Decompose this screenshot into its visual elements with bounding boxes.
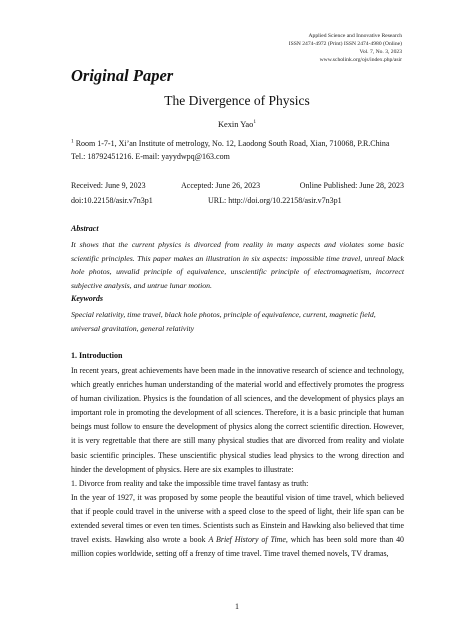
affiliation-text: Room 1-7-1, Xi’an Institute of metrology, No. 12, Laodong South Road, Xian, 710068, P.R.China [73, 139, 390, 148]
page-number: 1 [235, 602, 239, 611]
published-date: Online Published: June 28, 2023 [299, 181, 404, 190]
paper-title: The Divergence of Physics [164, 93, 310, 108]
journal-name: Applied Science and Innovative Research [308, 33, 402, 39]
intro-list-item-1: 1. Divorce from reality and take the impossible time travel fantasy as truth: [71, 478, 309, 488]
author-line [0, 120, 474, 129]
book-title: A Brief History of Time [208, 535, 286, 545]
keywords-text: Special relativity, time travel, black hole photos, principle of equivalence, current, magnetic field, universal gravitation, general relativity [71, 310, 376, 333]
intro-heading: 1. Introduction [71, 351, 123, 360]
p2-text-after: , which has been sold more than 40 million copies worldwide, setting off a frenzy of time travel. Time travel themed novels, TV dramas, [71, 535, 404, 559]
intro-paragraph-2 [71, 491, 404, 561]
contact-info: Tel.: 18792451216. E-mail: yayydwpq@163.com [71, 152, 230, 161]
received-date: Received: June 9, 2023 [71, 181, 146, 190]
intro-body [71, 364, 404, 561]
doi-url-link[interactable]: URL: http://doi.org/10.22158/asir.v7n3p1 [208, 196, 342, 205]
keywords-heading: Keywords [71, 294, 103, 303]
affiliation-sup: 1 [71, 138, 74, 145]
journal-volume: Vol. 7, No. 3, 2023 [359, 49, 402, 55]
abstract-heading: Abstract [71, 224, 99, 233]
journal-info [289, 32, 402, 64]
author-name: Kexin Yao [217, 120, 254, 129]
section-label: Original Paper [71, 66, 174, 85]
journal-issn: ISSN 2474-4972 (Print) ISSN 2474-4980 (Online) [288, 41, 402, 47]
p2-text-before: In the year of 1927, it was proposed by some people the beautiful vision of time travel, which believed that if people could travel in the universe with a speed close to the speed of light, their life span can be extended several times or even ten times. Scientists such as Einstein and Hawking also believed that time travel exists. Hawking also wrote a book [71, 492, 404, 545]
journal-url[interactable]: www.scholink.org/ojs/index.php/asir [319, 57, 402, 63]
affiliation [71, 139, 389, 148]
accepted-date: Accepted: June 26, 2023 [181, 181, 261, 190]
intro-paragraph-1: In recent years, great achievements have been made in the innovative research of science and technology, which greatly enriches human understanding of the material world and effectively promotes the progress of human civilization. Physics is the foundation of all sciences, and the development of physics plays an important role in promoting the development of all sciences. Therefore, it is a basic principle that human beings must follow to ensure the development of physics along the correct scientific direction. However, it is very regrettable that there are still many physical studies that are divorced from reality and violate basic scientific principles. These unscientific physical studies lead physics to the wrong direction and hinder the development of physics. Here are six examples to illustrate: [71, 366, 404, 474]
abstract-text: It shows that the current physics is divorced from reality in many aspects and violates some basic scientific principles. This paper makes an illustration in six aspects: impossible time travel, unreal black hole photos, unvalid principle of equivalence, unscientific principle of electromagnetism, incorrect subjective analysis, and untrue lunar motion. [71, 240, 404, 290]
doi-text: doi:10.22158/asir.v7n3p1 [71, 196, 153, 205]
author-sup: 1 [253, 119, 257, 126]
